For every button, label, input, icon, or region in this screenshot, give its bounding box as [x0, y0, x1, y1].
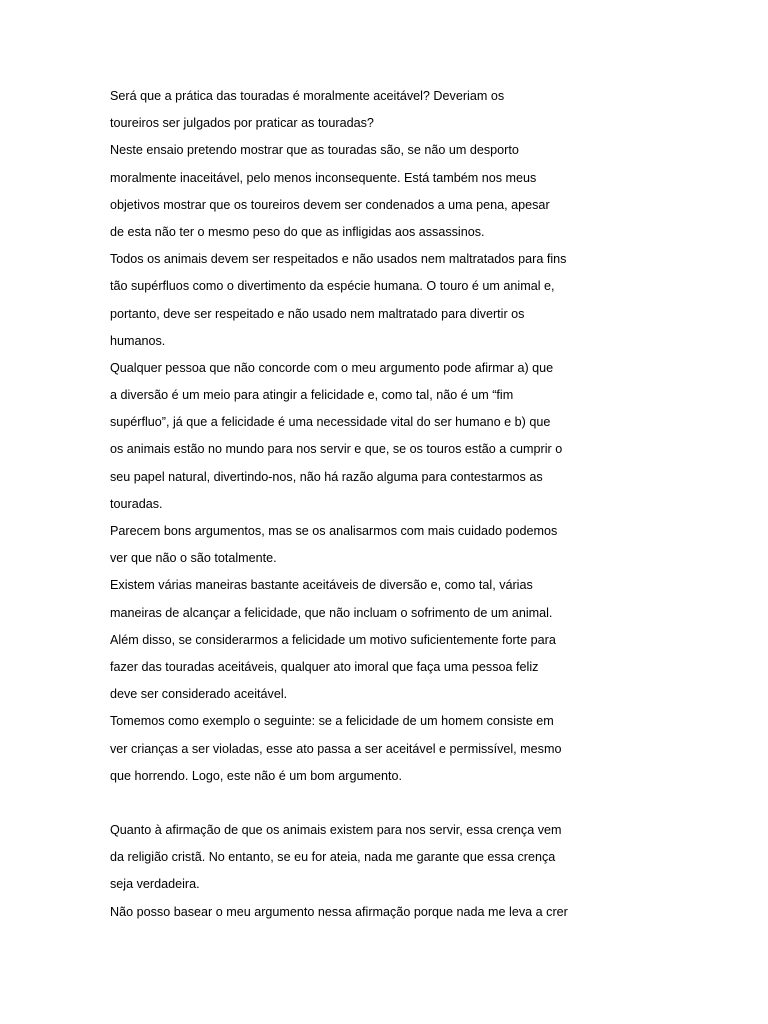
text-line: moralmente inaceitável, pelo menos inconsequente. Está também nos meus [110, 170, 537, 185]
text-line: maneiras de alcançar a felicidade, que não incluam o sofrimento de um animal. [110, 605, 553, 620]
blank-line [110, 790, 590, 817]
text-line: fazer das touradas aceitáveis, qualquer ato imoral que faça uma pessoa feliz [110, 659, 539, 674]
text-line: Além disso, se considerarmos a felicidade um motivo suficientemente forte para [110, 632, 556, 647]
text-line: seu papel natural, divertindo-nos, não há razão alguma para contestarmos as [110, 469, 543, 484]
text-line: Não posso basear o meu argumento nessa afirmação porque nada me leva a crer [110, 904, 568, 919]
text-line: deve ser considerado aceitável. [110, 687, 288, 702]
text-line: ver que não o são totalmente. [110, 551, 277, 566]
text-line: Existem várias maneiras bastante aceitáveis de diversão e, como tal, várias [110, 578, 533, 593]
text-line: toureiros ser julgados por praticar as touradas? [110, 116, 374, 131]
text-line: Parecem bons argumentos, mas se os analisarmos com mais cuidado podemos [110, 524, 558, 538]
text-line: supérfluo”, já que a felicidade é uma necessidade vital do ser humano e b) que [110, 415, 551, 430]
text-line: da religião cristã. No entanto, se eu for ateia, nada me garante que essa crença [110, 850, 556, 865]
text-line: touradas. [110, 496, 163, 511]
text-line: ver crianças a ser violadas, esse ato passa a ser aceitável e permissível, mesmo [110, 741, 562, 756]
text-line: Neste ensaio pretendo mostrar que as touradas são, se não um desporto [110, 143, 519, 158]
essay-text [110, 83, 590, 926]
text-line: humanos. [110, 333, 166, 348]
text-line: de esta não ter o mesmo peso do que as infligidas aos assassinos. [110, 224, 485, 239]
text-line: Quanto à afirmação de que os animais existem para nos servir, essa crença vem [110, 823, 562, 838]
text-line: Será que a prática das touradas é moralmente aceitável? Deveriam os [110, 89, 505, 103]
text-line: os animais estão no mundo para nos servir e que, se os touros estão a cumprir o [110, 442, 563, 457]
text-line: a diversão é um meio para atingir a felicidade e, como tal, não é um “fim [110, 388, 514, 403]
text-line: Qualquer pessoa que não concorde com o meu argumento pode afirmar a) que [110, 360, 554, 375]
text-line: Todos os animais devem ser respeitados e não usados nem maltratados para fins [110, 252, 567, 267]
text-line: objetivos mostrar que os toureiros devem ser condenados a uma pena, apesar [110, 197, 550, 212]
text-line: tão supérfluos como o divertimento da espécie humana. O touro é um animal e, [110, 279, 555, 294]
text-line: que horrendo. Logo, este não é um bom argumento. [110, 768, 402, 783]
text-line: Tomemos como exemplo o seguinte: se a felicidade de um homem consiste em [110, 714, 554, 729]
text-line: seja verdadeira. [110, 877, 200, 892]
text-line: portanto, deve ser respeitado e não usado nem maltratado para divertir os [110, 306, 525, 321]
